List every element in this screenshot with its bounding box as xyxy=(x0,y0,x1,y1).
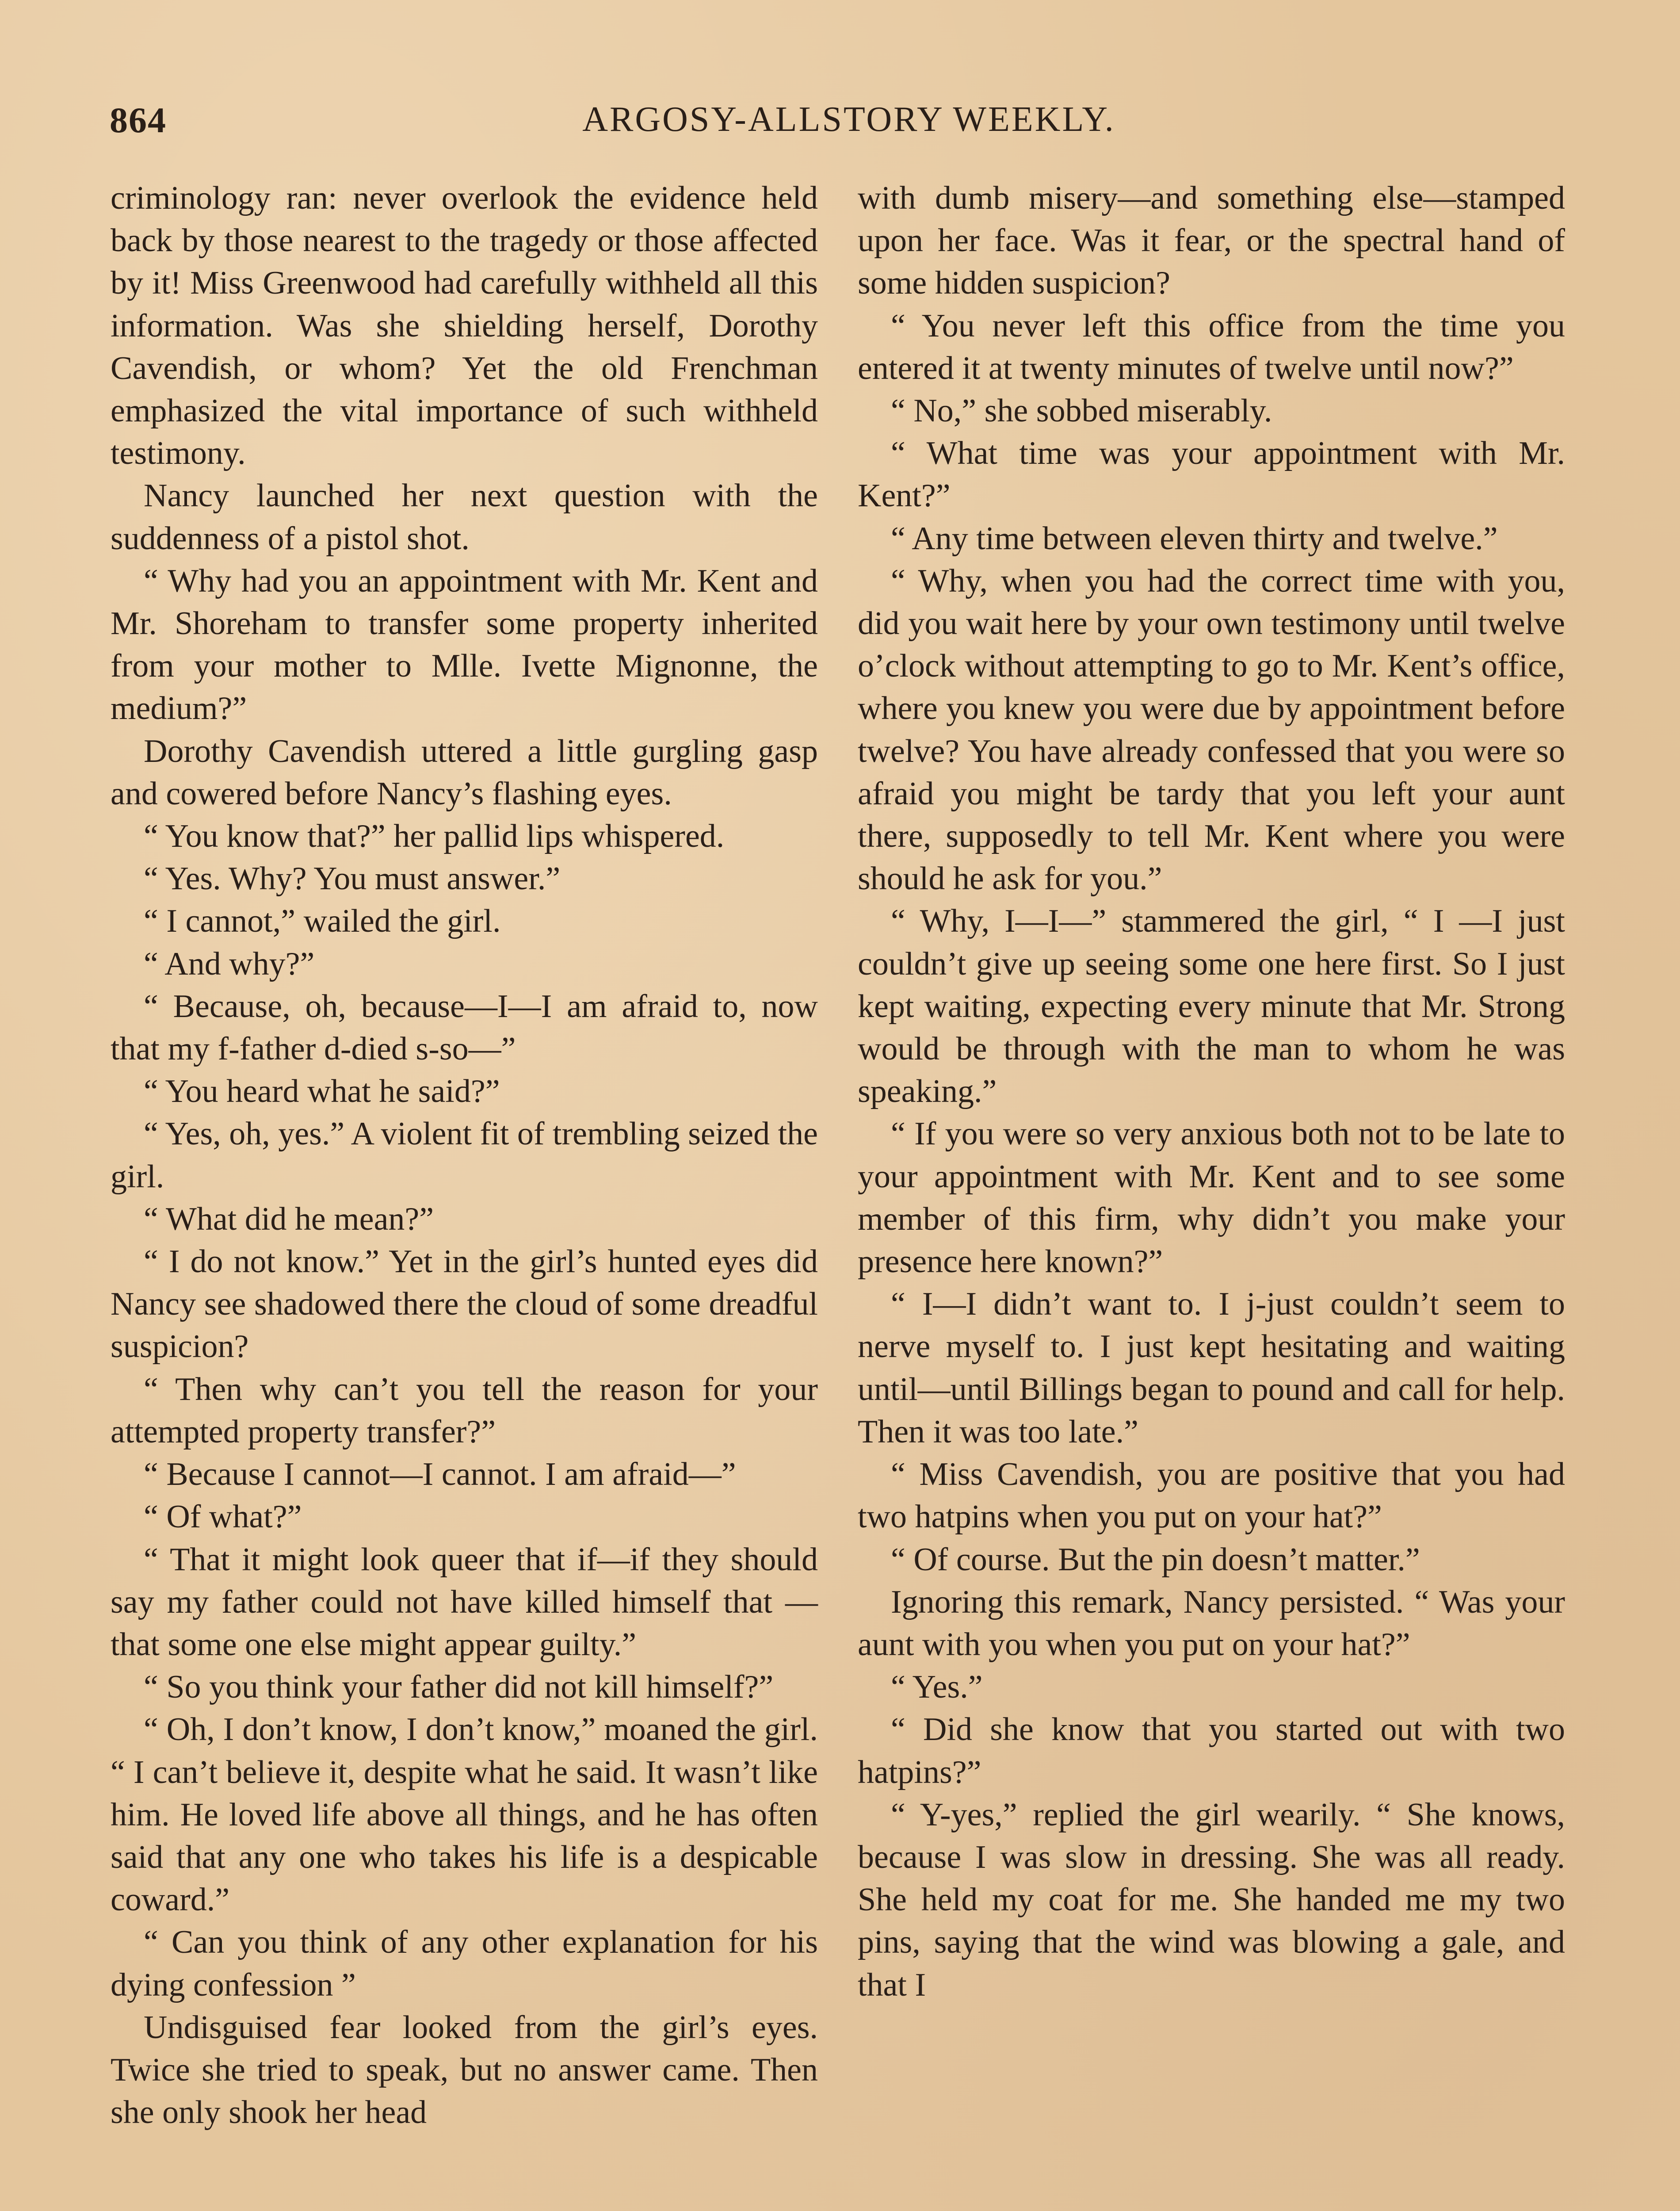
paragraph: “ Of course. But the pin doesn’t matter.” xyxy=(891,1541,1420,1578)
paragraph: “ You heard what he said?” xyxy=(144,1073,500,1110)
paragraph: “ Oh, I don’t know, I don’t know,” moaned the girl. “ I can’t believe it, despite what he said. It wasn’t like him. He loved life above all things, and he has often said that any one who takes his life is a despicable coward.” xyxy=(111,1711,818,1918)
paragraph: criminology ran: never overlook the evidence held back by those nearest to the tragedy or those affected by it! Miss Greenwood had carefully withheld all this information. Was she shielding herself, Dorothy Cavendish, or whom? Yet the old Frenchman emphasized the vital importance of such withheld testimony. xyxy=(111,180,818,472)
paragraph: “ Yes.” xyxy=(891,1669,983,1706)
page-number: 864 xyxy=(110,100,167,140)
paragraph: “ Yes. Why? You must answer.” xyxy=(144,861,561,897)
paragraph: Dorothy Cavendish uttered a little gurgling gasp and cowered before Nancy’s flashing eyes. xyxy=(111,733,818,812)
paragraph: “ Why had you an appointment with Mr. Kent and Mr. Shoreham to transfer some property inherited from your mother to Mlle. Ivette Mignonne, the medium?” xyxy=(111,562,818,727)
paragraph: “ You know that?” her pallid lips whispered. xyxy=(144,818,725,855)
paragraph: “ Y-yes,” replied the girl wearily. “ She knows, because I was slow in dressing. She was all ready. She held my coat for me. She handed me my two pins, saying that the wind was blowing a gale, and that I xyxy=(858,1796,1565,2003)
paragraph: “ Did she know that you started out with two hatpins?” xyxy=(858,1711,1565,1790)
paragraph: “ I do not know.” Yet in the girl’s hunted eyes did Nancy see shadowed there the cloud of some dreadful suspicion? xyxy=(111,1243,818,1365)
paragraph: Undisguised fear looked from the girl’s eyes. Twice she tried to speak, but no answer came. Then she only shook her head xyxy=(111,2009,818,2131)
paragraph: “ Yes, oh, yes.” A violent fit of trembling seized the girl. xyxy=(111,1116,818,1195)
paragraph: “ I—I didn’t want to. I j-just couldn’t seem to nerve myself to. I just kept hesitating and waiting until—until Billings began to pound and call for help. Then it was too late.” xyxy=(858,1286,1565,1450)
paragraph: “ No,” she sobbed miserably. xyxy=(891,393,1272,429)
paragraph: “ Because I cannot—I cannot. I am afraid—” xyxy=(144,1456,736,1493)
paragraph: “ Why, I—I—” stammered the girl, “ I —I just couldn’t give up seeing some one here first. So I just kept waiting, expecting every minute that Mr. Strong would be through with the man to whom he was speaking.” xyxy=(858,903,1565,1110)
paragraph: Ignoring this remark, Nancy persisted. “ Was your aunt with you when you put on your hat?” xyxy=(858,1584,1565,1663)
paragraph: “ That it might look queer that if—if they should say my father could not have killed himself that — that some one else might appear guilty.” xyxy=(111,1541,818,1663)
paragraph: “ Why, when you had the correct time with you, did you wait here by your own testimony until twelve o’clock without attempting to go to Mr. Kent’s office, where you knew you were due by appointment before twelve? You have already confessed that you were so afraid you might be tardy that you left your aunt there, supposedly to tell Mr. Kent where you were should he ask for you.” xyxy=(858,562,1565,897)
paragraph: Nancy launched her next question with the suddenness of a pistol shot. xyxy=(111,478,818,557)
paragraph: “ Then why can’t you tell the reason for your attempted property transfer?” xyxy=(111,1371,818,1450)
paragraph: “ Miss Cavendish, you are positive that you had two hatpins when you put on your hat?” xyxy=(858,1456,1565,1535)
paragraph: “ And why?” xyxy=(144,945,315,982)
paragraph: “ I cannot,” wailed the girl. xyxy=(144,903,501,940)
paragraph: “ Because, oh, because—I—I am afraid to, now that my f-father d-died s-so—” xyxy=(111,988,818,1067)
page-header xyxy=(102,99,1596,148)
paragraph: “ Of what?” xyxy=(144,1499,302,1535)
paragraph: “ So you think your father did not kill himself?” xyxy=(144,1669,774,1706)
paragraph: “ What time was your appointment with Mr. Kent?” xyxy=(858,435,1565,514)
paragraph: “ Can you think of any other explanation for his dying confession ” xyxy=(111,1924,818,2003)
running-title: ARGOSY-ALLSTORY WEEKLY. xyxy=(582,100,1115,139)
paragraph: “ If you were so very anxious both not to be late to your appointment with Mr. Kent and to see some member of this firm, why didn’t you make your presence here known?” xyxy=(858,1116,1565,1280)
right-column xyxy=(858,177,1565,2006)
left-column xyxy=(111,177,818,2134)
paragraph: with dumb misery—and something else—stamped upon her face. Was it fear, or the spectral hand of some hidden suspicion? xyxy=(858,180,1565,302)
paragraph: “ What did he mean?” xyxy=(144,1201,434,1237)
paragraph: “ Any time between eleven thirty and twelve.” xyxy=(891,520,1498,557)
paragraph: “ You never left this office from the time you entered it at twenty minutes of twelve until now?” xyxy=(858,307,1565,386)
